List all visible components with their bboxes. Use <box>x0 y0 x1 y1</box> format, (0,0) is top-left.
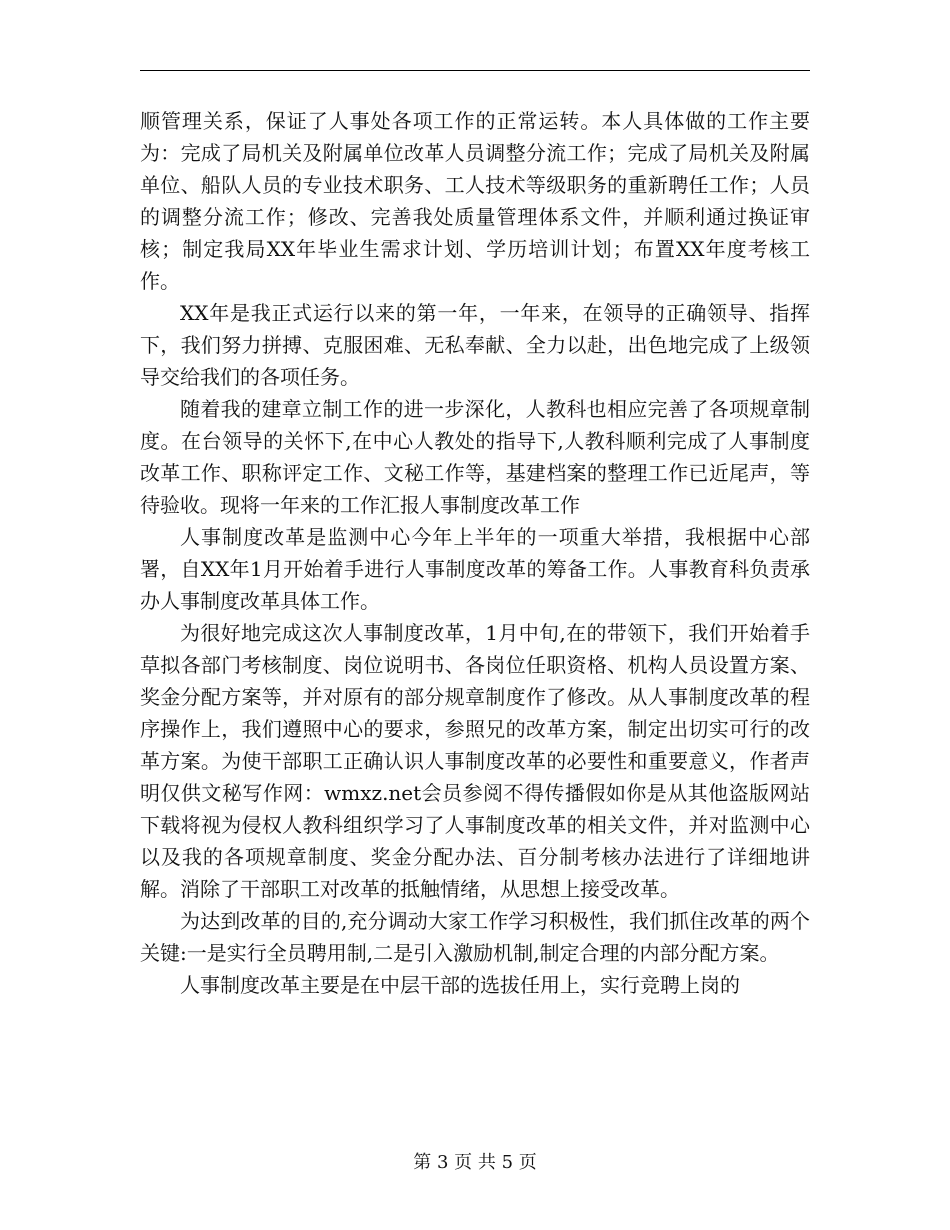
paragraph-5: 为很好地完成这次人事制度改革，1月中旬,在的带领下，我们开始着手草拟各部门考核制度、岗位说明书、各岗位任职资格、机构人员设置方案、奖金分配方案等，并对原有的部分规章制度作了修改。从人事制度改革的程序操作上，我们遵照中心的要求，参照兄的改革方案，制定出切实可行的改革方案。为使干部职工正确认识人事制度改革的必要性和重要意义，作者声明仅供文秘写作网：wmxz.net会员参阅不得传播假如你是从其他盗版网站下载将视为侵权人教科组织学习了人事制度改革的相关文件，并对监测中心以及我的各项规章制度、奖金分配办法、百分制考核办法进行了详细地讲解。消除了干部职工对改革的抵触情绪，从思想上接受改革。 <box>140 621 810 901</box>
paragraph-6: 为达到改革的目的,充分调动大家工作学习积极性，我们抓住改革的两个关键:一是实行全员聘用制,二是引入激励机制,制定合理的内部分配方案。 <box>140 909 810 965</box>
paragraph-7: 人事制度改革主要是在中层干部的选拔任用上，实行竞聘上岗的 <box>180 973 740 997</box>
paragraph-4: 人事制度改革是监测中心今年上半年的一项重大举措，我根据中心部署，自XX年1月开始着手进行人事制度改革的筹备工作。人事教育科负责承办人事制度改革具体工作。 <box>140 525 810 613</box>
page-footer: 第 3 页 共 5 页 <box>413 1152 537 1173</box>
header-rule <box>140 70 810 71</box>
paragraph-1: 顺管理关系，保证了人事处各项工作的正常运转。本人具体做的工作主要为：完成了局机关及附属单位改革人员调整分流工作；完成了局机关及附属单位、船队人员的专业技术职务、工人技术等级职务的重新聘任工作；人员的调整分流工作；修改、完善我处质量管理体系文件，并顺利通过换证审核；制定我局XX年毕业生需求计划、学历培训计划；布置XX年度考核工作。 <box>140 109 810 293</box>
paragraph-2: XX年是我正式运行以来的第一年，一年来，在领导的正确领导、指挥下，我们努力拼搏、克服困难、无私奉献、全力以赴，出色地完成了上级领导交给我们的各项任务。 <box>140 301 810 389</box>
paragraph-3: 随着我的建章立制工作的进一步深化，人教科也相应完善了各项规章制度。在台领导的关怀下,在中心人教处的指导下,人教科顺利完成了人事制度改革工作、职称评定工作、文秘工作等，基建档案的整理工作已近尾声，等待验收。现将一年来的工作汇报人事制度改革工作 <box>140 397 810 517</box>
body-text <box>140 105 810 1001</box>
